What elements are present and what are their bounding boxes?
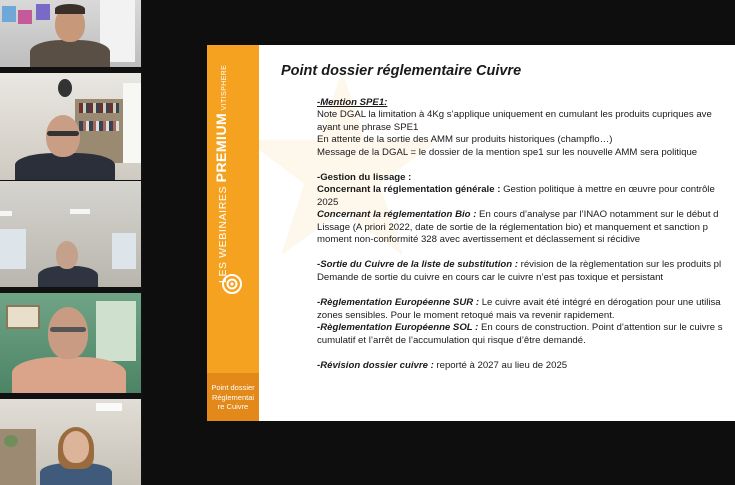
- video-tile-participant-1[interactable]: [0, 0, 141, 67]
- lamp: [58, 79, 72, 97]
- picture-frame: [6, 305, 40, 329]
- brand-premium: PREMIUM: [213, 112, 229, 183]
- mention-line: ayant une phrase SPE1: [317, 121, 419, 133]
- lissage-line: moment non-conformité 328 avec avertissement et déclassement si récidive: [317, 234, 641, 246]
- participant-body: [38, 266, 98, 287]
- europe-sur-line: [317, 297, 735, 309]
- bookshelf-books: [79, 103, 119, 113]
- slide-title: Point dossier réglementaire Cuivre: [281, 63, 522, 79]
- lissage-bio-label: Concernant la réglementation Bio :: [317, 209, 477, 221]
- ceiling-light: [70, 209, 90, 214]
- mention-heading: -Mention SPE1:: [317, 97, 388, 108]
- brand-prefix: LES WEBINAIRES: [217, 182, 229, 283]
- participant-head: [46, 115, 80, 157]
- lissage-bio-text: En cours d’analyse par l’INAO notamment sur le début d: [476, 209, 719, 221]
- video-tile-participant-5[interactable]: [0, 399, 141, 485]
- substitution-text: révision de la règlementation sur les produits pl: [517, 259, 722, 271]
- video-tile-participant-2[interactable]: [0, 73, 141, 180]
- lissage-bio: [317, 209, 735, 221]
- mention-line: Message de la DGAL = le dossier de la mention spe1 sur les nouvelle AMM sera politique: [317, 146, 698, 158]
- participant-strip: [0, 0, 143, 485]
- revision-label: -Révision dossier cuivre :: [317, 359, 434, 371]
- lissage-general-text: Gestion politique à mettre en œuvre pour contrôle: [500, 184, 715, 196]
- participant-head: [48, 307, 88, 359]
- europe-sur-label: -Règlementation Européenne SUR :: [317, 297, 480, 309]
- window-light: [123, 83, 141, 163]
- section-label-line: Réglementai: [211, 392, 255, 402]
- video-tile-participant-4[interactable]: [0, 293, 141, 393]
- europe-sur-line: zones sensibles. Pour le moment retoqué mais va revenir rapidement.: [317, 309, 615, 321]
- bookshelf-books: [79, 121, 119, 131]
- substitution-label: -Sortie du Cuivre de la liste de substitution :: [317, 259, 518, 271]
- wall-poster: [36, 4, 50, 20]
- brand-suffix: VITISPHERE: [221, 64, 228, 113]
- wall-poster: [2, 6, 16, 22]
- video-tile-participant-3[interactable]: [0, 181, 141, 287]
- europe-sol-label: -Règlementation Européenne SOL :: [317, 322, 479, 334]
- participant-body: [30, 40, 110, 67]
- participant-glasses: [47, 131, 79, 136]
- target-logo-icon: [221, 273, 243, 295]
- section-label: [207, 373, 259, 421]
- participant-body: [15, 153, 115, 180]
- lissage-heading: -Gestion du lissage :: [317, 172, 412, 184]
- shared-slide: [207, 45, 735, 421]
- section-label-line: re Cuivre: [217, 402, 249, 411]
- ceiling-light: [0, 211, 12, 216]
- participant-head: [63, 431, 89, 463]
- revision-text: reporté à 2027 au lieu de 2025: [433, 359, 568, 371]
- europe-sol-line: [317, 322, 735, 334]
- lissage-line: 2025: [317, 196, 339, 208]
- participant-hair: [55, 4, 85, 14]
- participant-glasses: [50, 327, 86, 332]
- europe-sur-text: Le cuivre avait été intégré en dérogation pour une utilisa: [479, 297, 721, 309]
- substitution-line: [317, 259, 735, 271]
- mention-line: En attente de la sortie des AMM sur produits historiques (champflo…): [317, 134, 613, 146]
- window-light: [0, 229, 26, 269]
- ceiling-light: [96, 403, 122, 411]
- europe-sol-line: cumulatif et l’arrêt de l’accumulation qui risque d’être demandé.: [317, 334, 586, 346]
- lissage-line: Lissage (A priori 2022, date de sortie de la réglementation bio) et manquement et sanction p: [317, 221, 708, 233]
- participant-head: [56, 241, 78, 269]
- lissage-general-label: Concernant la réglementation générale :: [317, 184, 501, 196]
- brand-text: [213, 45, 229, 283]
- plant: [4, 435, 18, 447]
- lissage-general: [317, 184, 735, 196]
- revision-line: [317, 360, 735, 372]
- substitution-line: Demande de sortie du cuivre en cours car le cuivre n’est pas toxique et persistant: [317, 271, 664, 283]
- section-label-line: Point dossier: [211, 383, 255, 392]
- window-light: [96, 301, 136, 361]
- europe-sol-text: En cours de construction. Point d’attention sur le cuivre s: [478, 322, 723, 334]
- slide-content: [317, 97, 735, 372]
- participant-body: [12, 357, 126, 393]
- wall-poster: [18, 10, 32, 24]
- mention-line: Note DGAL la limitation à 4Kg s’applique uniquement en cumulant les produits cupriques ave: [317, 109, 712, 121]
- window-light: [112, 233, 136, 269]
